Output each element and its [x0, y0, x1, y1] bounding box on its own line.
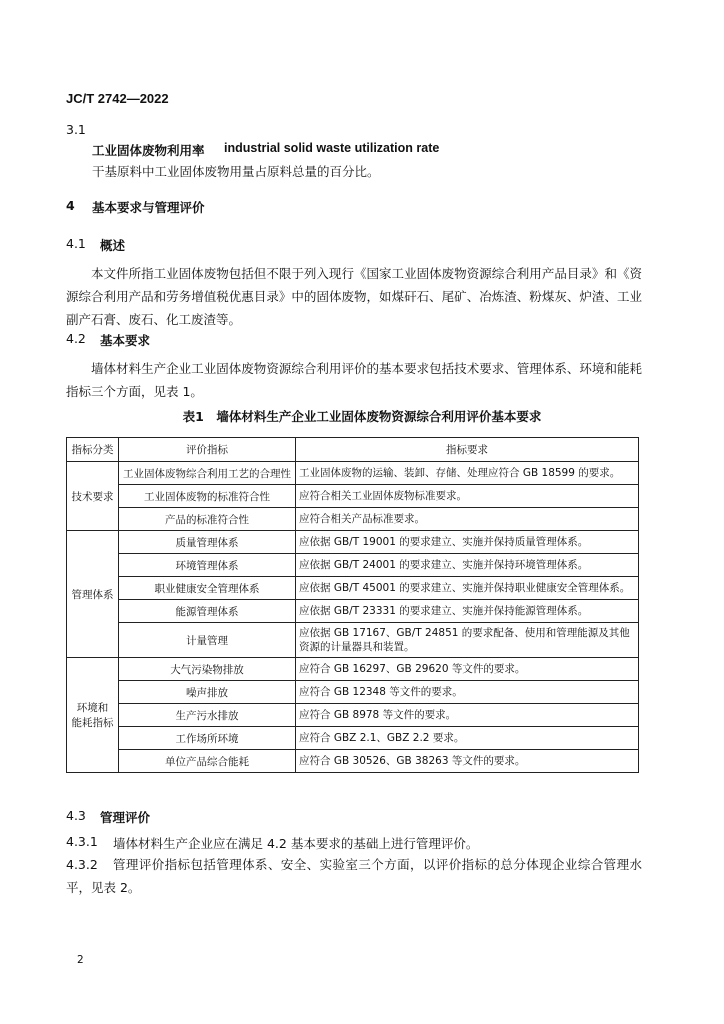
requirement-cell: 应符合 GB 30526、GB 38263 等文件的要求。 [296, 750, 639, 773]
requirement-cell: 应符合相关产品标准要求。 [296, 508, 639, 531]
indicator-cell: 工业固体废物综合利用工艺的合理性 [119, 462, 296, 485]
table-row [67, 508, 639, 531]
indicator-cell: 计量管理 [119, 623, 296, 658]
category-line: 能耗指标 [71, 717, 114, 729]
indicator-cell: 环境管理体系 [119, 554, 296, 577]
section-4-3-1-text: 墙体材料生产企业应在满足 4.2 基本要求的基础上进行管理评价。 [113, 836, 479, 851]
requirement-cell: 应符合 GB 12348 等文件的要求。 [296, 681, 639, 704]
section-4-2-title: 基本要求 [100, 333, 151, 348]
indicator-cell: 质量管理体系 [119, 531, 296, 554]
category-cell: 技术要求 [67, 462, 119, 531]
requirement-cell: 应依据 GB/T 23331 的要求建立、实施并保持能源管理体系。 [296, 600, 639, 623]
indicator-cell: 大气污染物排放 [119, 658, 296, 681]
section-4-3-number: 4.3 [66, 808, 86, 823]
section-4-2-paragraph: 墙体材料生产企业工业固体废物资源综合利用评价的基本要求包括技术要求、管理体系、环境和能耗指标三个方面，见表 1。 [66, 361, 642, 399]
requirement-cell: 应依据 GB/T 19001 的要求建立、实施并保持质量管理体系。 [296, 531, 639, 554]
term-chinese: 工业固体废物利用率 [92, 143, 205, 158]
section-4-2-number: 4.2 [66, 331, 86, 346]
table-row [67, 681, 639, 704]
requirements-table [66, 437, 639, 773]
indicator-cell: 单位产品综合能耗 [119, 750, 296, 773]
section-4-1-paragraph: 本文件所指工业固体废物包括但不限于列入现行《国家工业固体废物资源综合利用产品目录》和《资源综合利用产品和劳务增值税优惠目录》中的固体废物，如煤矸石、尾矿、冶炼渣、粉煤灰、炉渣、工业副产石膏、废石、化工废渣等。 [66, 266, 642, 327]
section-4-3-1-number: 4.3.1 [66, 834, 98, 849]
indicator-cell: 工业固体废物的标准符合性 [119, 485, 296, 508]
table-row [67, 577, 639, 600]
table-row [67, 485, 639, 508]
table-row [67, 658, 639, 681]
header-requirement: 指标要求 [296, 438, 639, 462]
table-row [67, 554, 639, 577]
table-row [67, 531, 639, 554]
requirement-cell: 应符合 GBZ 2.1、GBZ 2.2 要求。 [296, 727, 639, 750]
requirement-cell: 应依据 GB 17167、GB/T 24851 的要求配备、使用和管理能源及其他资源的计量器具和装置。 [296, 623, 639, 658]
indicator-cell: 生产污水排放 [119, 704, 296, 727]
indicator-cell: 职业健康安全管理体系 [119, 577, 296, 600]
table-caption: 表1 墙体材料生产企业工业固体废物资源综合利用评价基本要求 [182, 409, 542, 424]
header-category: 指标分类 [67, 438, 119, 462]
table-header-row [67, 438, 639, 462]
section-number-3-1: 3.1 [66, 122, 86, 137]
table-row [67, 727, 639, 750]
requirement-cell: 应依据 GB/T 24001 的要求建立、实施并保持环境管理体系。 [296, 554, 639, 577]
section-4-1-number: 4.1 [66, 236, 86, 251]
category-cell [67, 658, 119, 773]
table-row [67, 704, 639, 727]
indicator-cell: 噪声排放 [119, 681, 296, 704]
page-number: 2 [77, 954, 84, 966]
category-line: 环境和 [76, 702, 109, 714]
requirement-cell: 应符合相关工业固体废物标准要求。 [296, 485, 639, 508]
requirement-cell: 应符合 GB 16297、GB 29620 等文件的要求。 [296, 658, 639, 681]
term-english: industrial solid waste utilization rate [224, 141, 440, 155]
section-4-title: 基本要求与管理评价 [92, 200, 205, 215]
category-cell: 管理体系 [67, 531, 119, 658]
header-indicator: 评价指标 [119, 438, 296, 462]
table-row [67, 623, 639, 658]
term-definition: 干基原料中工业固体废物用量占原料总量的百分比。 [92, 164, 380, 179]
document-code: JC/T 2742—2022 [66, 91, 169, 106]
section-4-3-2-text: 管理评价指标包括管理体系、安全、实验室三个方面，以评价指标的总分体现企业综合管理水平，见表 2。 [66, 857, 642, 895]
table-row [67, 462, 639, 485]
section-4-3-2-number: 4.3.2 [66, 857, 98, 872]
requirement-cell: 应依据 GB/T 45001 的要求建立、实施并保持职业健康安全管理体系。 [296, 577, 639, 600]
indicator-cell: 产品的标准符合性 [119, 508, 296, 531]
table-row [67, 750, 639, 773]
section-4-1-title: 概述 [100, 238, 126, 253]
section-4-3-title: 管理评价 [100, 810, 151, 825]
indicator-cell: 能源管理体系 [119, 600, 296, 623]
indicator-cell: 工作场所环境 [119, 727, 296, 750]
requirement-cell: 应符合 GB 8978 等文件的要求。 [296, 704, 639, 727]
table-row [67, 600, 639, 623]
section-4-number: 4 [66, 198, 75, 213]
requirement-cell: 工业固体废物的运输、装卸、存储、处理应符合 GB 18599 的要求。 [296, 462, 639, 485]
